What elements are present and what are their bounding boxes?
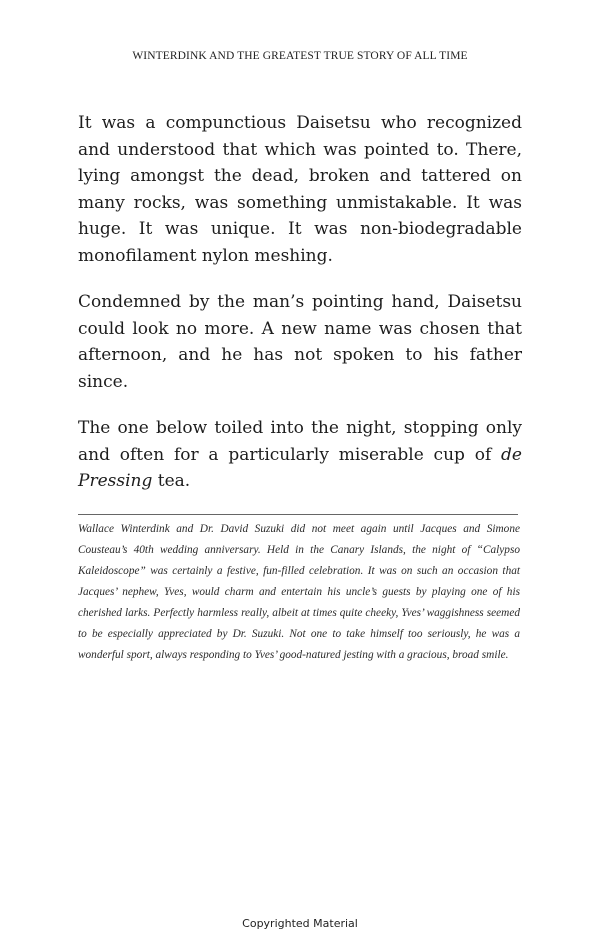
body-text — [78, 110, 522, 515]
footnote-text: Wallace Winterdink and Dr. David Suzuki did not meet again until Jacques and Simone Cousteau’s 40th wedding anniversary. Held in the Canary Islands, the night of “Calypso Kaleidoscope” was certainly a festive, fun-filled celebration. It was on such an occasion that Jacques’ nephew, Yves, would charm and entertain his uncle’s guests by playing one of his cherished larks. Perfectly harmless really, albeit at times quite cheeky, Yves’ waggishness seemed to be especially appreciated by Dr. Suzuki. Not one to take himself too seriously, he was a wonderful sport, always responding to Yves’ good-natured jesting with a gracious, broad smile. — [78, 523, 520, 661]
copyright-notice: Copyrighted Material — [242, 917, 358, 930]
footnote-rule — [78, 514, 518, 515]
paragraph-2: Condemned by the man’s pointing hand, Daisetsu could look no more. A new name was chosen that afternoon, and he has not spoken to his father since. — [78, 292, 522, 392]
paragraph-3-text: The one below toiled into the night, stopping only and often for a particularly miserable cup of — [78, 418, 522, 465]
paragraph-1: It was a compunctious Daisetsu who recognized and understood that which was pointed to. There, lying amongst the dead, broken and tattered on many rocks, was something unmistakable. It was huge. It was unique. It was non-biodegradable monofilament nylon meshing. — [78, 113, 522, 266]
running-head: WINTERDINK AND THE GREATEST TRUE STORY OF ALL TIME — [132, 50, 468, 62]
paragraph-3 — [78, 415, 522, 495]
footnote — [78, 519, 520, 666]
paragraph-3-end: tea. — [152, 471, 191, 491]
paragraph-3-italic: de Pressing — [78, 444, 522, 491]
